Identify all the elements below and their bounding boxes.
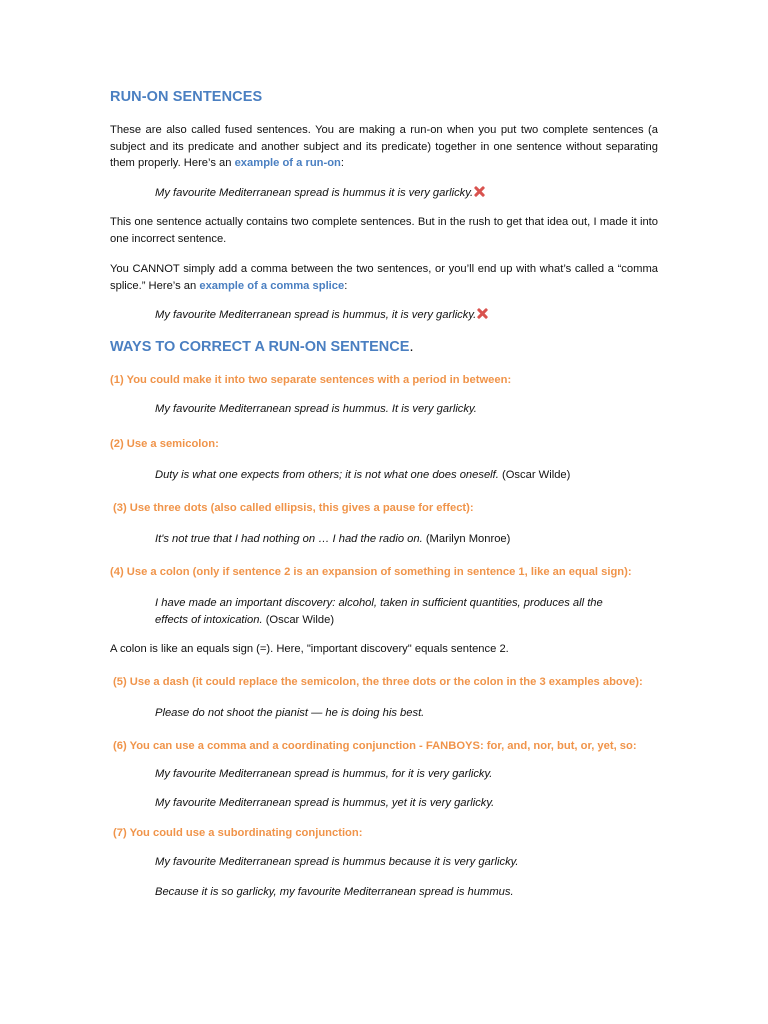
way-7-example-1: My favourite Mediterranean spread is hummus because it is very garlicky. <box>155 856 519 868</box>
way-7-example-2: Because it is so garlicky, my favourite Mediterranean spread is hummus. <box>155 886 514 898</box>
explanation-paragraph: This one sentence actually contains two complete sentences. But in the rush to get that idea out, I made it into one incorrect sentence. <box>110 216 658 245</box>
way-3-example <box>155 531 658 548</box>
red-x-icon <box>477 308 488 319</box>
colon-note: A colon is like an equals sign (=). Here, "important discovery" equals sentence 2. <box>110 643 509 655</box>
comma-splice-paragraph <box>110 261 658 294</box>
intro-paragraph <box>110 122 658 172</box>
ways-heading <box>110 338 658 357</box>
way-2-example <box>155 467 658 484</box>
way-4-label: (4) Use a colon (only if sentence 2 is an expansion of something in sentence 1, like an equal sign): <box>110 566 632 578</box>
way-2-source: (Oscar Wilde) <box>498 469 571 481</box>
intro-end: : <box>340 157 344 169</box>
splice-example <box>155 307 658 324</box>
intro-text: These are also called fused sentences. You are making a run-on when you put two complete sentences (a subject and its predicate and another subject and its predicate) together in one sentence without separating them properly. Here’s an <box>110 124 658 169</box>
way-6-example-1: My favourite Mediterranean spread is hummus, for it is very garlicky. <box>155 768 493 780</box>
way-7-label: (7) You could use a subordinating conjunction: <box>113 827 363 839</box>
runon-example <box>155 185 658 202</box>
way-2-quote: Duty is what one expects from others; it is not what one does oneself. <box>155 469 499 481</box>
runon-example-link[interactable]: example of a run-on <box>234 157 341 169</box>
way-4-quote: I have made an important discovery: alcohol, taken in sufficient quantities, produces all the effects of intoxication. <box>155 597 603 626</box>
way-2-label: (2) Use a semicolon: <box>110 438 219 450</box>
way-1-label: (1) You could make it into two separate sentences with a period in between: <box>110 374 512 386</box>
comma-splice-link[interactable]: example of a comma splice <box>199 279 345 292</box>
ways-heading-end: . <box>409 339 414 355</box>
way-5-label: (5) Use a dash (it could replace the semicolon, the three dots or the colon in the 3 examples above): <box>113 676 643 688</box>
way-6-label: (6) You can use a comma and a coordinating conjunction - FANBOYS: for, and, nor, but, or, yet, so: <box>113 740 637 752</box>
way-3-source: (Marilyn Monroe) <box>422 533 511 545</box>
ways-heading-text: WAYS TO CORRECT A RUN-ON SENTENCE <box>110 339 410 355</box>
way-1-example: My favourite Mediterranean spread is hummus. It is very garlicky. <box>155 403 477 415</box>
way-5-example: Please do not shoot the pianist — he is doing his best. <box>155 707 425 719</box>
red-x-icon <box>474 186 485 197</box>
runon-example-text: My favourite Mediterranean spread is hummus it is very garlicky. <box>155 187 474 199</box>
comma-note-text: You CANNOT simply add a comma between the two sentences, or you’ll end up with what’s called a “comma splice.” Here’s an <box>110 263 658 292</box>
splice-example-text: My favourite Mediterranean spread is hummus, it is very garlicky. <box>155 309 477 321</box>
way-3-label: (3) Use three dots (also called ellipsis, this gives a pause for effect): <box>113 502 474 514</box>
page-title: RUN-ON SENTENCES <box>110 89 263 105</box>
way-4-source: (Oscar Wilde) <box>262 613 335 626</box>
comma-note-end: : <box>344 279 348 292</box>
way-3-quote: It's not true that I had nothing on … I had the radio on. <box>155 533 423 545</box>
way-4-example <box>155 595 637 628</box>
way-6-example-2: My favourite Mediterranean spread is hummus, yet it is very garlicky. <box>155 797 495 809</box>
